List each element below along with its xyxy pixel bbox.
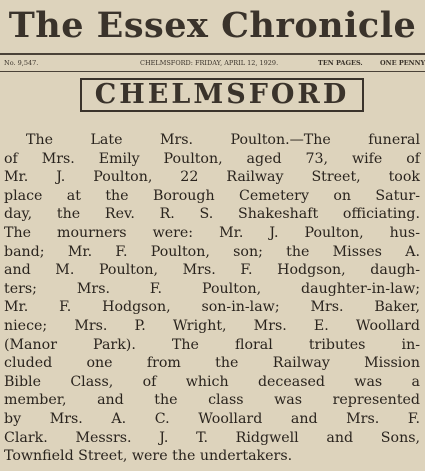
- masthead-rule-bottom: [0, 71, 425, 72]
- section-heading-box: [80, 78, 364, 112]
- page-count: TEN PAGES.: [318, 59, 363, 67]
- article-line: Mr. F. Hodgson, son-in-law; Mrs. Baker,: [4, 299, 420, 316]
- article-line: (Manor Park). The floral tributes in-: [4, 336, 420, 353]
- article-line: of Mrs. Emily Poulton, aged 73, wife of: [4, 150, 420, 167]
- place-and-date: CHELMSFORD: FRIDAY, APRIL 12, 1929.: [140, 59, 279, 67]
- article-line: niece; Mrs. P. Wright, Mrs. E. Woollard: [4, 317, 420, 334]
- issue-number: No. 9,547.: [4, 59, 39, 67]
- article-line: Clark. Messrs. J. T. Ridgwell and Sons,: [4, 429, 420, 446]
- article-line: The Late Mrs. Poulton.—The funeral: [26, 132, 420, 148]
- newspaper-masthead: The Essex Chronicle: [8, 5, 417, 46]
- article-line: day, the Rev. R. S. Shakeshaft officiating.: [4, 206, 420, 223]
- article-line: place at the Borough Cemetery on Satur-: [4, 187, 420, 204]
- masthead-rule-top: [0, 53, 425, 55]
- article-line: Bible Class, of which deceased was a: [4, 373, 420, 390]
- article-line: cluded one from the Railway Mission: [4, 355, 420, 372]
- dateline: [0, 58, 425, 70]
- article-line: ters; Mrs. F. Poulton, daughter-in-law;: [4, 280, 420, 297]
- article-line: band; Mr. F. Poulton, son; the Misses A.: [4, 243, 420, 260]
- article-line: The mourners were: Mr. J. Poulton, hus-: [4, 224, 420, 241]
- article-line: by Mrs. A. C. Woollard and Mrs. F.: [4, 410, 420, 427]
- article-line: and M. Poulton, Mrs. F. Hodgson, daugh-: [4, 262, 420, 279]
- price: ONE PENNY: [380, 59, 425, 67]
- article-line: Mr. J. Poulton, 22 Railway Street, took: [4, 169, 420, 186]
- article-line: member, and the class was represented: [4, 392, 420, 409]
- article-body: [4, 131, 420, 466]
- article-line: Townfield Street, were the undertakers.: [4, 448, 293, 465]
- section-heading: CHELMSFORD: [94, 79, 350, 110]
